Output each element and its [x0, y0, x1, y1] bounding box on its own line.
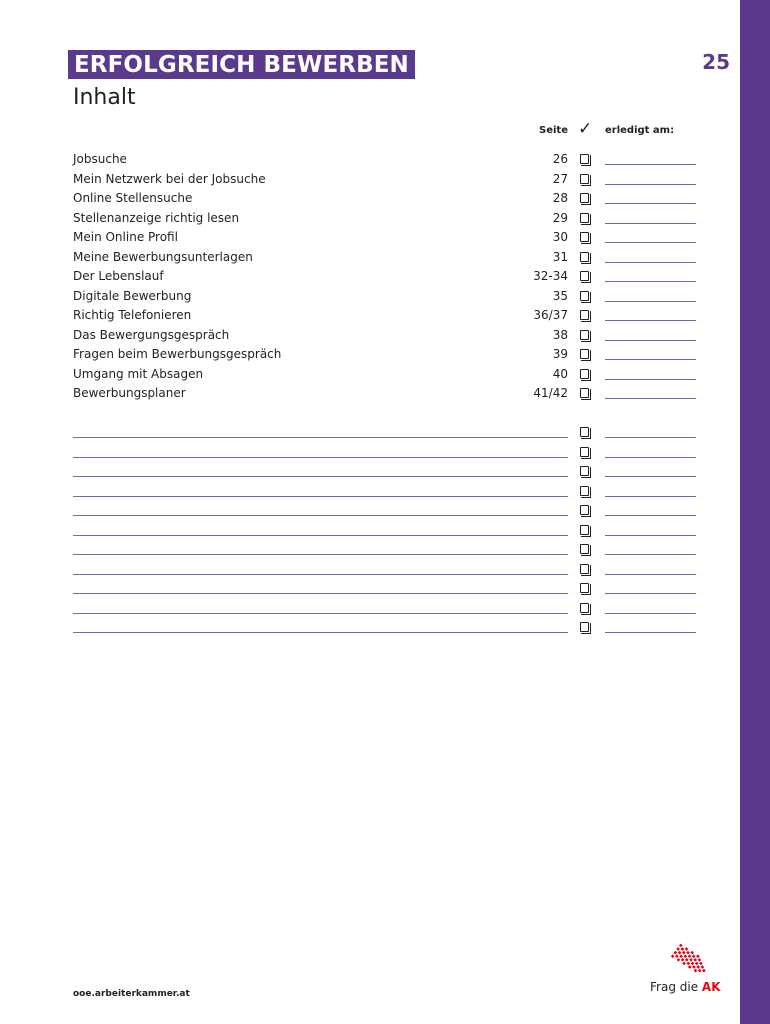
blank-row: [0, 502, 740, 522]
toc-row-label: Richtig Telefonieren: [73, 308, 192, 322]
page-subtitle: Inhalt: [73, 85, 136, 110]
page-number: 25: [702, 50, 730, 74]
toc-row-page: 30: [552, 230, 568, 244]
blank-row: [0, 444, 740, 464]
blank-row: [0, 600, 740, 620]
toc-row: [0, 346, 740, 366]
toc-row-page: 41/42: [533, 386, 568, 400]
done-date-line[interactable]: [605, 262, 696, 263]
done-date-line[interactable]: [605, 320, 696, 321]
checkbox[interactable]: [580, 174, 589, 184]
toc-row: [0, 151, 740, 171]
checkbox[interactable]: [580, 505, 589, 515]
toc-row-label: Meine Bewerbungsunterlagen: [73, 249, 253, 264]
toc-row: [0, 229, 740, 249]
checkbox[interactable]: [580, 583, 589, 593]
toc-row-page: 31: [552, 249, 568, 264]
checkbox[interactable]: [580, 271, 589, 281]
toc-row-page: 32-34: [533, 269, 568, 283]
checkbox[interactable]: [580, 622, 589, 632]
toc-row-page: 40: [552, 366, 568, 381]
checkbox[interactable]: [580, 291, 589, 301]
toc-row-page: 28: [552, 191, 568, 205]
toc-row-page: 27: [552, 171, 568, 186]
checkbox[interactable]: [580, 466, 589, 476]
done-date-line[interactable]: [605, 457, 696, 458]
toc-row-label: Stellenanzeige richtig lesen: [73, 210, 240, 225]
blank-row: [0, 463, 740, 483]
blank-entry-list: [0, 424, 740, 639]
done-date-line[interactable]: [605, 496, 696, 497]
checkbox[interactable]: [580, 349, 589, 359]
toc-row-label: Bewerbungsplaner: [73, 386, 186, 400]
checkbox[interactable]: [580, 330, 589, 340]
blank-row: [0, 522, 740, 542]
toc-row-page: 29: [552, 210, 568, 225]
toc-row-label: Jobsuche: [73, 152, 127, 166]
toc-row: [0, 190, 740, 210]
done-date-line[interactable]: [605, 203, 696, 204]
toc-row-label: Mein Online Profil: [73, 230, 178, 244]
column-header-page: Seite: [539, 125, 568, 136]
checkbox[interactable]: [580, 486, 589, 496]
toc-row-label: Digitale Bewerbung: [73, 288, 192, 303]
toc-list: [0, 151, 740, 405]
blank-row: [0, 541, 740, 561]
checkbox[interactable]: [580, 232, 589, 242]
blank-row: [0, 561, 740, 581]
toc-row-label: Der Lebenslauf: [73, 269, 164, 283]
side-color-bar: [740, 0, 770, 1024]
done-date-line[interactable]: [605, 398, 696, 399]
done-date-line[interactable]: [605, 593, 696, 594]
done-date-line[interactable]: [605, 515, 696, 516]
checkbox[interactable]: [580, 525, 589, 535]
toc-row-page: 26: [552, 152, 568, 166]
toc-row-page: 36/37: [533, 308, 568, 322]
done-date-line[interactable]: [605, 632, 696, 633]
logo-mark: AK: [701, 980, 721, 994]
footer-url[interactable]: ooe.arbeiterkammer.at: [73, 989, 190, 999]
checkbox[interactable]: [580, 427, 589, 437]
checkbox[interactable]: [580, 564, 589, 574]
done-date-line[interactable]: [605, 476, 696, 477]
toc-row: [0, 307, 740, 327]
logo-prefix: Frag die: [650, 980, 699, 994]
done-date-line[interactable]: [605, 184, 696, 185]
checkbox[interactable]: [580, 447, 589, 457]
checkmark-icon: ✓: [578, 119, 593, 139]
done-date-line[interactable]: [605, 223, 696, 224]
done-date-line[interactable]: [605, 242, 696, 243]
toc-row: [0, 366, 740, 386]
toc-row: [0, 327, 740, 347]
toc-row-page: 38: [552, 327, 568, 342]
checkbox[interactable]: [580, 252, 589, 262]
blank-row: [0, 424, 740, 444]
toc-row: [0, 288, 740, 308]
column-header-done: erledigt am:: [605, 125, 675, 136]
checkbox[interactable]: [580, 603, 589, 613]
section-title: ERFOLGREICH BEWERBEN: [74, 51, 409, 78]
toc-row: [0, 385, 740, 405]
write-line[interactable]: [73, 554, 568, 555]
toc-row: [0, 249, 740, 269]
done-date-line[interactable]: [605, 554, 696, 555]
blank-row: [0, 619, 740, 639]
checkbox[interactable]: [580, 310, 589, 320]
write-line[interactable]: [73, 457, 568, 458]
toc-row-page: 39: [552, 347, 568, 361]
done-date-line[interactable]: [605, 359, 696, 360]
write-line[interactable]: [73, 476, 568, 477]
write-line[interactable]: [73, 496, 568, 497]
write-line[interactable]: [73, 574, 568, 575]
checkbox[interactable]: [580, 369, 589, 379]
done-date-line[interactable]: [605, 535, 696, 536]
toc-row: [0, 210, 740, 230]
write-line[interactable]: [73, 535, 568, 536]
blank-row: [0, 483, 740, 503]
write-line[interactable]: [73, 437, 568, 438]
write-line[interactable]: [73, 593, 568, 594]
done-date-line[interactable]: [605, 340, 696, 341]
done-date-line[interactable]: [605, 379, 696, 380]
checkbox[interactable]: [580, 193, 589, 203]
done-date-line[interactable]: [605, 164, 696, 165]
done-date-line[interactable]: [605, 574, 696, 575]
done-date-line[interactable]: [605, 437, 696, 438]
checkbox[interactable]: [580, 544, 589, 554]
toc-row: [0, 171, 740, 191]
write-line[interactable]: [73, 515, 568, 516]
section-title-box: [68, 50, 415, 79]
toc-row-label: Das Bewergungsgespräch: [73, 327, 230, 342]
write-line[interactable]: [73, 613, 568, 614]
write-line[interactable]: [73, 632, 568, 633]
toc-row-label: Umgang mit Absagen: [73, 366, 204, 381]
toc-row-page: 35: [552, 288, 568, 303]
logo-wordmark: [650, 980, 721, 994]
toc-row-label: Online Stellensuche: [73, 191, 193, 205]
checkbox[interactable]: [580, 388, 589, 398]
toc-row-label: Fragen beim Bewerbungsgespräch: [73, 347, 282, 361]
toc-row: [0, 268, 740, 288]
blank-row: [0, 580, 740, 600]
checkbox[interactable]: [580, 154, 589, 164]
checkbox[interactable]: [580, 213, 589, 223]
done-date-line[interactable]: [605, 281, 696, 282]
toc-row-label: Mein Netzwerk bei der Jobsuche: [73, 171, 266, 186]
done-date-line[interactable]: [605, 301, 696, 302]
done-date-line[interactable]: [605, 613, 696, 614]
